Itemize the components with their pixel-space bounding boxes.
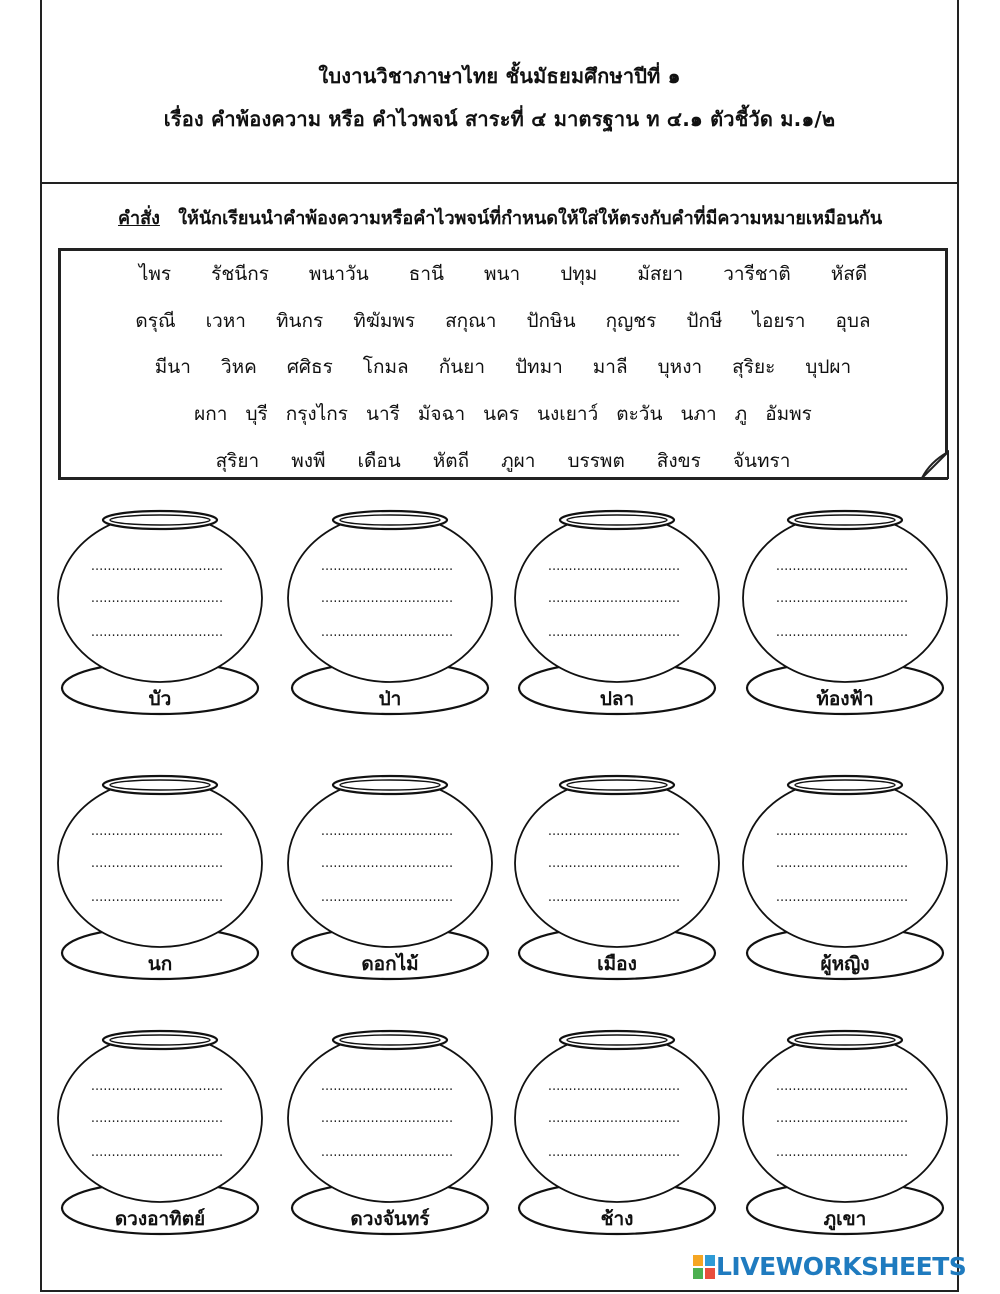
word-bank-word: ปักษี	[686, 310, 723, 332]
answer-blank[interactable]: ................................	[775, 890, 909, 905]
word-bank-word: วารีชาติ	[723, 263, 791, 285]
fishbowl-rim	[333, 776, 447, 794]
fishbowl-label: ดอกไม้	[361, 953, 419, 975]
word-bank-word: สกุณา	[445, 310, 497, 332]
logo-blocks-icon	[692, 1254, 716, 1280]
answer-blank[interactable]: ................................	[775, 856, 909, 871]
word-bank-word: สุริยะ	[732, 356, 776, 378]
brand-name: LIVEWORKSHEETS	[716, 1252, 967, 1281]
answer-blank[interactable]: ................................	[775, 559, 909, 574]
answer-blank[interactable]: ................................	[90, 1145, 224, 1160]
word-bank-word: นภา	[680, 403, 717, 425]
answer-blank[interactable]: ................................	[775, 591, 909, 606]
fishbowl-rim	[788, 1031, 902, 1049]
instruction-text: ให้นักเรียนนำคำพ้องความหรือคำไวพจน์ที่กำหนดให้ใส่ให้ตรงกับคำที่มีความหมายเหมือนกัน	[178, 208, 883, 229]
word-bank-word: สุริยา	[215, 450, 260, 472]
answer-blank[interactable]: ................................	[775, 1145, 909, 1160]
word-bank-word: นคร	[483, 403, 520, 425]
word-bank-word: ไอยรา	[752, 310, 806, 332]
worksheet-subtitle: เรื่อง คำพ้องความ หรือ คำไวพจน์ สาระที่ ๔ มาตรฐาน ท ๔.๑ ตัวชี้วัด ม.๑/๒	[163, 107, 836, 131]
word-bank-word: มัจฉา	[417, 403, 466, 425]
word-bank-word: บุรี	[245, 403, 268, 425]
word-bank-word: กันยา	[438, 356, 485, 378]
word-bank-word: ภู	[734, 403, 748, 425]
fishbowl-label: ผู้หญิง	[820, 953, 870, 975]
answer-blank[interactable]: ................................	[90, 559, 224, 574]
answer-blank[interactable]: ................................	[547, 890, 681, 905]
word-bank-word: ทินกร	[275, 310, 324, 332]
answer-blank[interactable]: ................................	[90, 625, 224, 640]
word-bank-word: พนาวัน	[308, 263, 369, 285]
word-bank-word: อุบล	[835, 310, 871, 332]
word-bank-word: จันทรา	[732, 450, 791, 472]
word-bank-word: วิหค	[220, 356, 257, 378]
answer-blank[interactable]: ................................	[547, 625, 681, 640]
fishbowl-rim	[333, 511, 447, 529]
word-bank-word: รัชนีกร	[211, 263, 269, 285]
answer-blank[interactable]: ................................	[90, 1111, 224, 1126]
word-bank-word: มีนา	[154, 356, 191, 378]
answer-blank[interactable]: ................................	[320, 559, 454, 574]
fishbowl-label: ดวงจันทร์	[350, 1208, 430, 1230]
word-bank-word: ภูผา	[501, 450, 536, 472]
answer-blank[interactable]: ................................	[775, 625, 909, 640]
fishbowl-rim	[788, 511, 902, 529]
answer-blank[interactable]: ................................	[547, 1079, 681, 1094]
word-bank-word: เวหา	[205, 310, 246, 332]
answer-blank[interactable]: ................................	[90, 1079, 224, 1094]
word-bank-word: มัสยา	[637, 263, 684, 285]
answer-blank[interactable]: ................................	[320, 856, 454, 871]
fishbowl-rim	[560, 1031, 674, 1049]
word-bank-word: ศศิธร	[286, 356, 333, 378]
answer-blank[interactable]: ................................	[547, 1111, 681, 1126]
fishbowl-label: เมือง	[597, 953, 637, 975]
answer-blank[interactable]: ................................	[90, 591, 224, 606]
fishbowl-rim	[103, 1031, 217, 1049]
word-bank-word: หัตถี	[432, 450, 470, 472]
answer-blank[interactable]: ................................	[775, 1111, 909, 1126]
answer-blank[interactable]: ................................	[320, 1145, 454, 1160]
word-bank-word: ทิฆัมพร	[353, 310, 416, 332]
fishbowl-rim	[560, 511, 674, 529]
answer-blank[interactable]: ................................	[90, 890, 224, 905]
instruction-label: คำสั่ง	[118, 208, 160, 229]
word-bank-word: หัสดี	[830, 263, 868, 285]
fishbowl-rim	[788, 776, 902, 794]
answer-blank[interactable]: ................................	[547, 559, 681, 574]
word-bank-word: ดรุณี	[135, 310, 176, 332]
fishbowl-label: ดวงอาทิตย์	[114, 1208, 206, 1230]
word-bank-word: ปทุม	[560, 263, 598, 285]
word-bank-word: ตะวัน	[616, 403, 663, 425]
answer-blank[interactable]: ................................	[90, 856, 224, 871]
fishbowl-rim	[333, 1031, 447, 1049]
answer-blank[interactable]: ................................	[90, 824, 224, 839]
fishbowl-label: ปลา	[599, 688, 635, 710]
answer-blank[interactable]: ................................	[547, 856, 681, 871]
word-bank-word: ธานี	[408, 263, 445, 285]
word-bank-word: พงพี	[291, 450, 326, 472]
answer-blank[interactable]: ................................	[775, 824, 909, 839]
answer-blank[interactable]: ................................	[320, 625, 454, 640]
word-bank-word: สิงขร	[656, 450, 701, 472]
word-bank-word: เดือน	[357, 450, 401, 472]
word-bank-word: กรุงไกร	[285, 403, 348, 425]
worksheet-title: ใบงานวิชาภาษาไทย ชั้นมัธยมศึกษาปีที่ ๑	[318, 64, 681, 88]
fishbowl-rim	[560, 776, 674, 794]
fishbowl-rim	[103, 776, 217, 794]
answer-blank[interactable]: ................................	[547, 1145, 681, 1160]
word-bank-word: กุญชร	[605, 310, 657, 332]
word-bank-word: อัมพร	[765, 403, 812, 425]
answer-blank[interactable]: ................................	[547, 824, 681, 839]
fishbowl-label: ท้องฟ้า	[816, 688, 874, 710]
word-bank-word: นงเยาว์	[537, 403, 599, 425]
answer-blank[interactable]: ................................	[320, 1111, 454, 1126]
word-bank-word: พนา	[484, 263, 521, 285]
word-bank-word: นารี	[365, 403, 400, 425]
answer-blank[interactable]: ................................	[320, 890, 454, 905]
fishbowl-label: ช้าง	[600, 1208, 634, 1230]
fishbowl-label: ป่า	[378, 688, 402, 710]
word-bank-word: ไพร	[138, 263, 172, 285]
word-bank-word: บุปผา	[805, 356, 852, 378]
answer-blank[interactable]: ................................	[320, 591, 454, 606]
word-bank-word: บุหงา	[657, 356, 703, 378]
answer-blank[interactable]: ................................	[547, 591, 681, 606]
word-bank-word: ปักษิน	[526, 310, 576, 332]
fishbowl-rim	[103, 511, 217, 529]
answer-blank[interactable]: ................................	[320, 1079, 454, 1094]
fishbowl-label: ภูเขา	[823, 1208, 867, 1230]
answer-blank[interactable]: ................................	[320, 824, 454, 839]
fishbowl-label: นก	[147, 953, 173, 975]
word-bank-word: บรรพต	[567, 450, 625, 472]
liveworksheets-logo	[692, 1252, 966, 1281]
answer-blank[interactable]: ................................	[775, 1079, 909, 1094]
word-bank-word: โกมล	[362, 356, 409, 378]
fishbowl-label: บัว	[148, 688, 172, 710]
word-bank-word: ผกา	[194, 403, 228, 425]
word-bank-word: มาลี	[592, 356, 628, 378]
word-bank-word: ปัทมา	[514, 356, 563, 378]
